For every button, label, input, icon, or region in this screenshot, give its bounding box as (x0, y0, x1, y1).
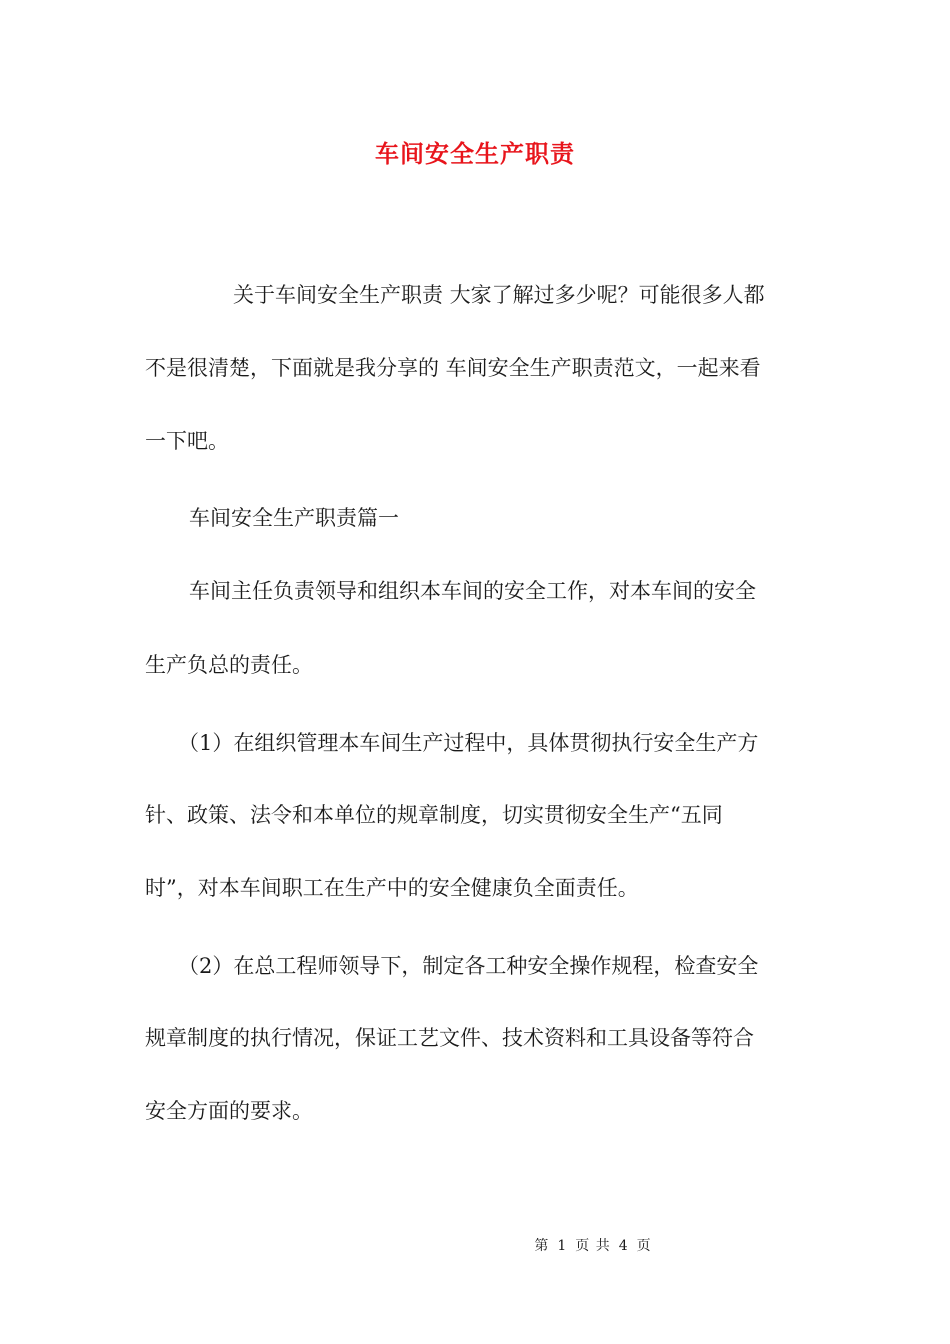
footer-suffix: 页 (636, 1238, 652, 1254)
paragraph-line: （2）在总工程师领导下，制定各工种安全操作规程，检查安全 (178, 954, 759, 978)
footer-page-number: 1 (557, 1238, 568, 1254)
paragraph-line: 生产负总的责任。 (145, 653, 313, 677)
document-title: 车间安全生产职责 (375, 139, 575, 168)
paragraph-line: 车间主任负责领导和组织本车间的安全工作，对本车间的安全 (189, 579, 756, 603)
paragraph-line: 安全方面的要求。 (145, 1099, 313, 1123)
section-heading: 车间安全生产职责篇一 (189, 506, 399, 530)
footer-middle: 页 共 (575, 1238, 611, 1254)
paragraph-line: 关于车间安全生产职责 大家了解过多少呢？可能很多人都 (233, 283, 765, 307)
footer-total-pages: 4 (618, 1238, 629, 1254)
paragraph-line: 针、政策、法令和本单位的规章制度，切实贯彻安全生产“五同 (145, 803, 723, 827)
footer-prefix: 第 (534, 1238, 550, 1254)
paragraph-line: 时”，对本车间职工在生产中的安全健康负全面责任。 (145, 876, 639, 900)
paragraph-line: 不是很清楚，下面就是我分享的 车间安全生产职责范文，一起来看 (145, 356, 761, 380)
paragraph-line: 一下吧。 (145, 429, 229, 453)
paragraph-line: （1）在组织管理本车间生产过程中，具体贯彻执行安全生产方 (178, 731, 759, 755)
page-footer (0, 1236, 950, 1256)
paragraph-line: 规章制度的执行情况，保证工艺文件、技术资料和工具设备等符合 (145, 1026, 754, 1050)
